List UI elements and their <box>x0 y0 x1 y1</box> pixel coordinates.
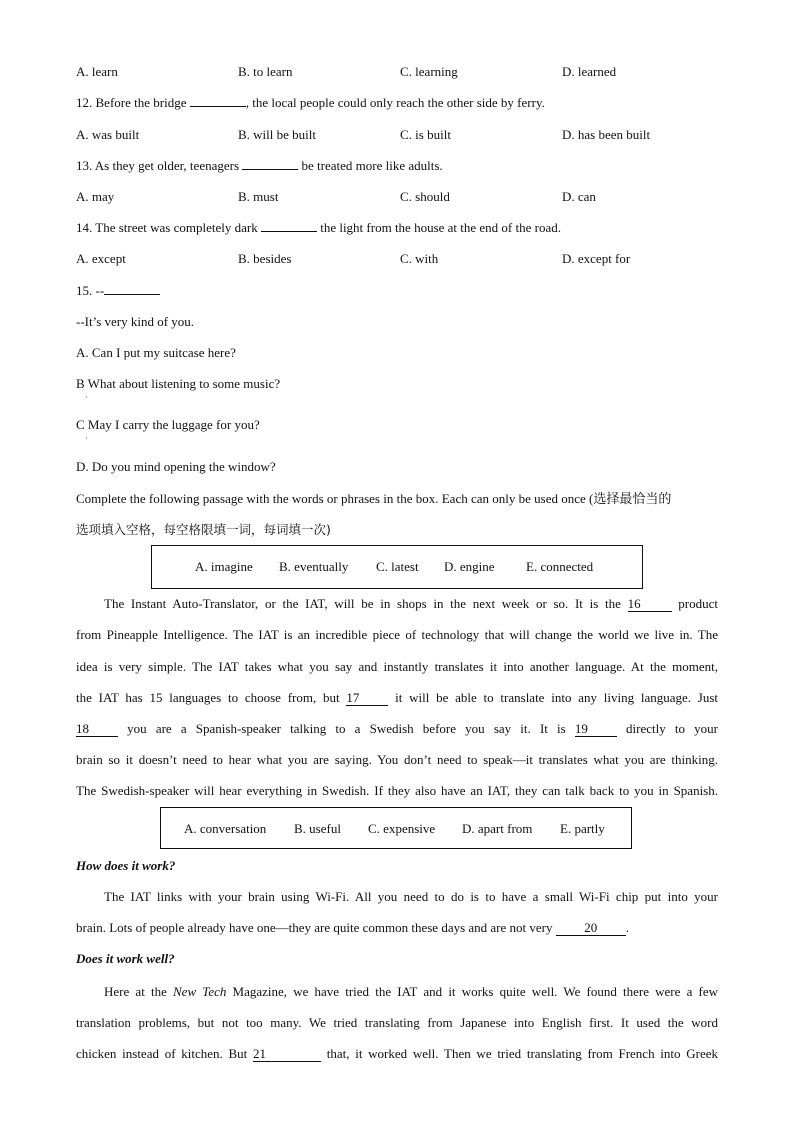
q13-option-c: C. should <box>400 189 450 204</box>
section-heading-how: How does it work? <box>76 858 176 873</box>
q13-text-post: be treated more like adults. <box>298 158 443 173</box>
q11-option-b: B. to learn <box>238 64 293 79</box>
passage-para1-line-3: idea is very simple. The IAT takes what you say and instantly translates it into another language. At the moment, <box>76 659 718 674</box>
q13-text-pre: 13. As they get older, teenagers <box>76 158 243 173</box>
q15-option-a: A. Can I put my suitcase here? <box>76 345 236 360</box>
section-heading-does: Does it work well? <box>76 951 175 966</box>
passage-para3-line-1 <box>104 984 718 1000</box>
q11-option-a: A. learn <box>76 64 118 79</box>
q12-blank <box>190 106 246 107</box>
blank-16: 16 <box>628 597 672 612</box>
q12-question <box>76 95 545 111</box>
q14-option-b: B. besides <box>238 251 292 266</box>
q13-option-a: A. may <box>76 189 115 204</box>
para2-text: brain. Lots of people already have one—they are quite common these days and are not very <box>76 920 556 935</box>
passage-para1-line-4 <box>76 690 718 706</box>
blank-19: 19 <box>575 722 617 737</box>
q15-option-d: D. Do you mind opening the window? <box>76 459 276 474</box>
q15-option-b-dot: · <box>85 393 88 402</box>
q14-text-post: the light from the house at the end of the road. <box>316 220 561 235</box>
para1-text: you are a Spanish-speaker talking to a Swedish before you say it. It is <box>118 721 575 736</box>
word-box-1-option-d: D. engine <box>444 559 495 574</box>
q15-option-c-dot: · <box>85 434 88 443</box>
para1-text: The Instant Auto-Translator, or the IAT, will be in shops in the next week or so. It is the <box>104 596 628 611</box>
q13-option-b: B. must <box>238 189 279 204</box>
q15-blank <box>104 294 160 295</box>
magazine-name: New Tech <box>173 984 227 999</box>
para3-text: Here at the <box>104 984 174 999</box>
q15-option-b: B What about listening to some music? <box>76 376 281 391</box>
q15-question <box>76 283 160 299</box>
para3-text: that, it worked well. Then we tried translating from French into Greek <box>321 1046 718 1061</box>
blank-18: 18 <box>76 722 118 737</box>
word-box-1-option-a: A. imagine <box>195 559 253 574</box>
blank-21: 21 <box>253 1047 321 1062</box>
q14-option-d: D. except for <box>562 251 631 266</box>
word-box-2-option-b: B. useful <box>294 821 341 836</box>
word-box-2-option-c: C. expensive <box>368 821 436 836</box>
para2-text: . <box>625 920 629 935</box>
passage-para2-line-1: The IAT links with your brain using Wi-Fi. All you need to do is to have a small Wi-Fi chip put into your <box>104 889 718 904</box>
passage-para3-line-2: translation problems, but not too many. We tried translating from Japanese into English first. It used the word <box>76 1015 718 1030</box>
q12-option-a: A. was built <box>76 127 140 142</box>
blank-17: 17 <box>346 691 388 706</box>
q14-option-a: A. except <box>76 251 126 266</box>
word-box-2-option-a: A. conversation <box>184 821 267 836</box>
para1-text: the IAT has 15 languages to choose from, but <box>76 690 347 705</box>
passage-para1-line-2: from Pineapple Intelligence. The IAT is an incredible piece of technology that will change the world we live in. The <box>76 627 718 642</box>
word-box-2-option-d: D. apart from <box>462 821 533 836</box>
q11-option-c: C. learning <box>400 64 458 79</box>
q14-option-c: C. with <box>400 251 439 266</box>
passage-para1-line-7: The Swedish-speaker will hear everything in Swedish. If they also have an IAT, they can talk back to you in Spanish. <box>76 783 718 798</box>
q12-option-b: B. will be built <box>238 127 316 142</box>
para1-text: directly to your <box>616 721 718 736</box>
blank-20: 20 <box>556 921 626 936</box>
passage-para1-line-5 <box>76 721 718 737</box>
q15-text-pre: 15. -- <box>76 283 105 298</box>
q11-option-d: D. learned <box>562 64 617 79</box>
q13-blank <box>242 169 298 170</box>
q14-text-pre: 14. The street was completely dark <box>76 220 261 235</box>
word-box-1-option-b: B. eventually <box>279 559 349 574</box>
word-box-2-option-e: E. partly <box>560 821 605 836</box>
q15-reply: --It’s very kind of you. <box>76 314 195 329</box>
para3-text: Magazine, we have tried the IAT and it works quite well. We found there were a few <box>226 984 718 999</box>
word-box-1-option-c: C. latest <box>376 559 419 574</box>
q13-option-d: D. can <box>562 189 596 204</box>
word-box-1-option-e: E. connected <box>526 559 594 574</box>
q15-option-c: C May I carry the luggage for you? <box>76 417 260 432</box>
passage-para1-line-6: brain so it doesn’t need to hear what you are saying. You don’t need to speak—it translates what you are thinking. <box>76 752 718 767</box>
q12-option-d: D. has been built <box>562 127 651 142</box>
q14-blank <box>261 231 317 232</box>
q12-option-c: C. is built <box>400 127 451 142</box>
para1-text: it will be able to translate into any living language. Just <box>388 690 718 705</box>
instructions-line-1: Complete the following passage with the words or phrases in the box. Each can only be used once (选择最恰当的 <box>76 491 672 506</box>
q13-question <box>76 158 443 174</box>
passage-para3-line-3 <box>76 1046 718 1062</box>
instructions-line-2: 选项填入空格，每空格限填一词，每词填一次) <box>76 522 331 537</box>
q12-text-pre: 12. Before the bridge <box>76 95 190 110</box>
passage-para1-line-1 <box>104 596 718 612</box>
q14-question <box>76 220 561 236</box>
para1-text: product <box>671 596 718 611</box>
para3-text: chicken instead of kitchen. But <box>76 1046 254 1061</box>
q12-text-post: , the local people could only reach the other side by ferry. <box>245 95 545 110</box>
passage-para2-line-2 <box>76 920 629 936</box>
